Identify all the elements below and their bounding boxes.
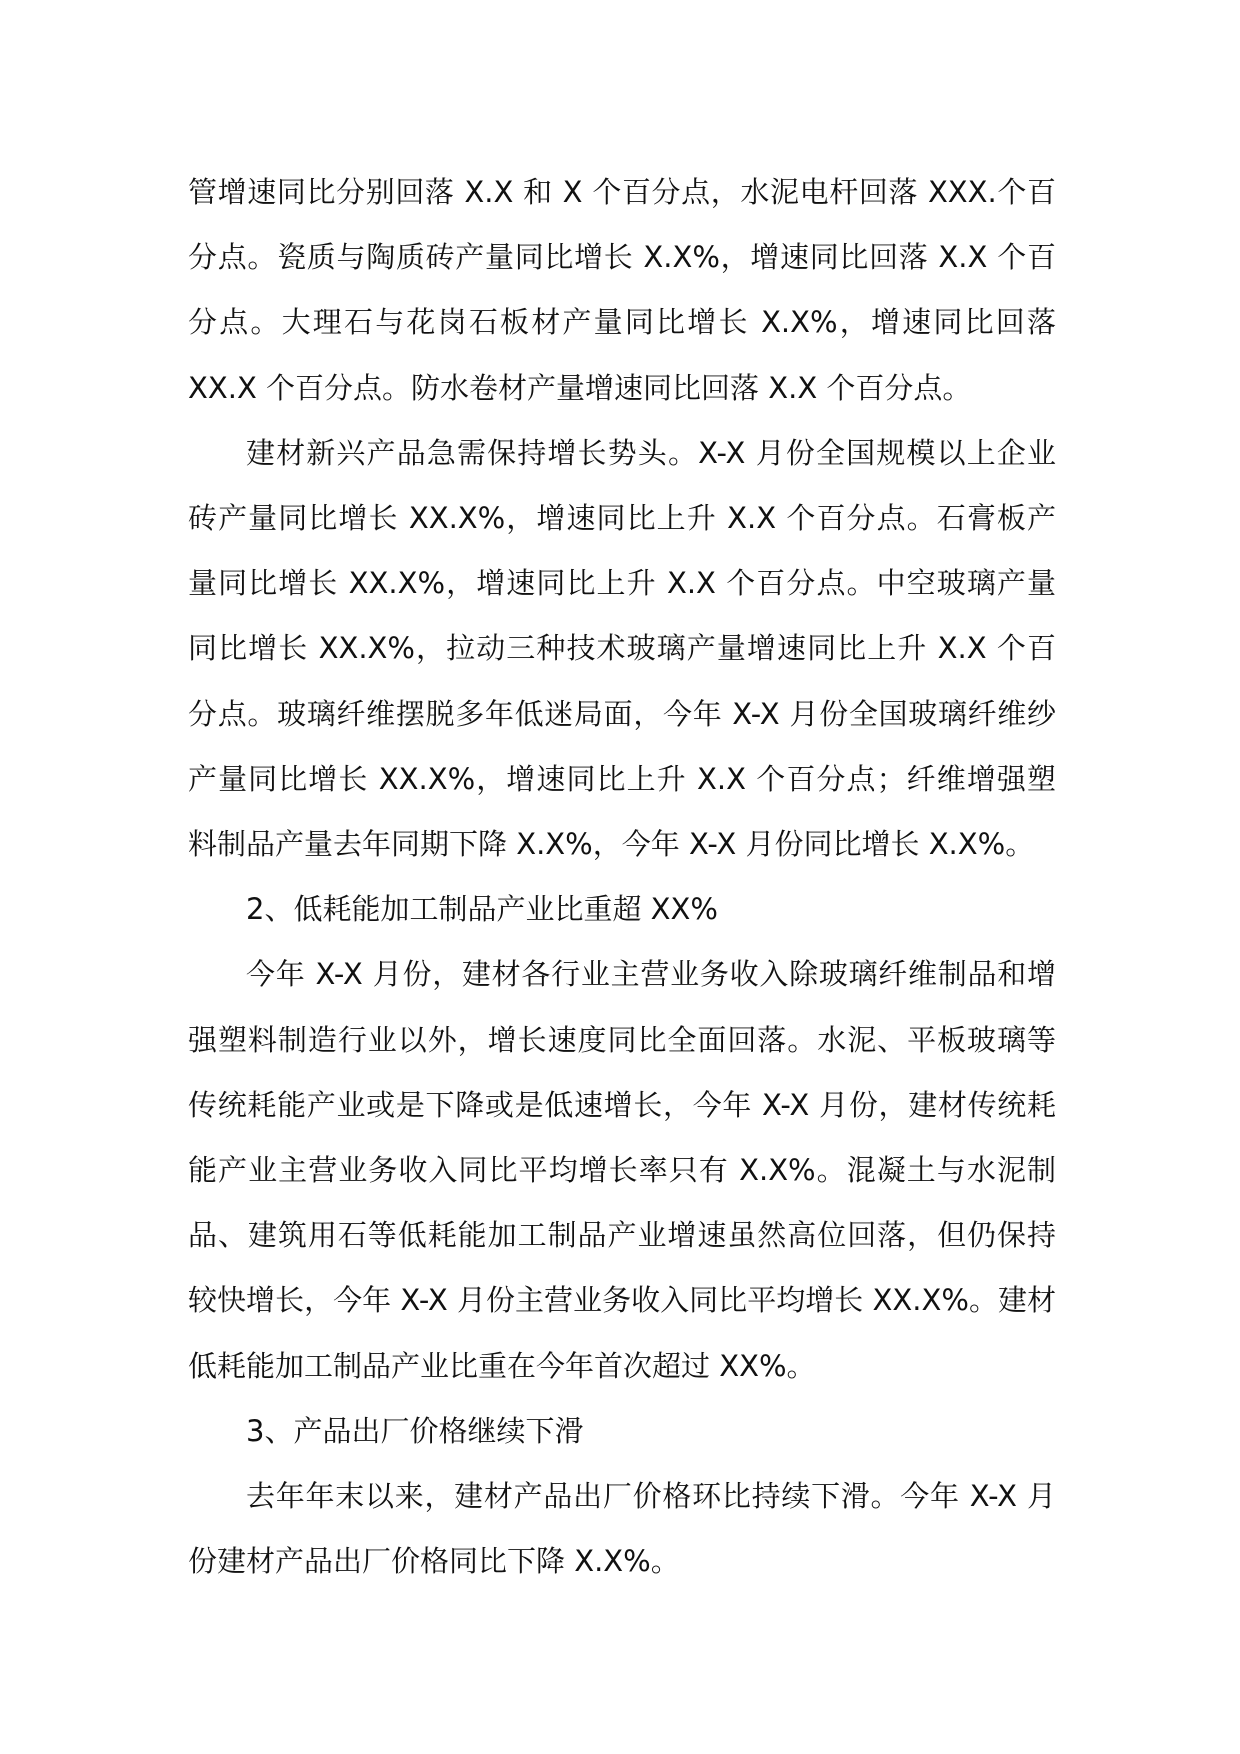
paragraph-business-revenue: 今年 X-X 月份，建材各行业主营业务收入除玻璃纤维制品和增强塑料制造行业以外，增长速度同比全面回落。水泥、平板玻璃等传统耗能产业或是下降或是低速增长，今年 X-X 月份，建材传统耗能产业主营业务收入同比平均增长率只有 X.X%。混凝土与水泥制品、建筑用石等低耗能加工制品产业增速虽然高位回落，但仍保持较快增长，今年 X-X 月份主营业务收入同比平均增长 XX.X%。建材低耗能加工制品产业比重在今年首次超过 XX%。 [188, 957, 1056, 1383]
section-heading-low-energy-share: 2、低耗能加工制品产业比重超 XX% [246, 892, 718, 927]
paragraph-emerging-products: 建材新兴产品急需保持增长势头。X-X 月份全国规模以上企业砖产量同比增长 XX.X%，增速同比上升 X.X 个百分点。石膏板产量同比增长 XX.X%，增速同比上升 X.X 个百分点。中空玻璃产量同比增长 XX.X%，拉动三种技术玻璃产量增速同比上升 X.X 个百分点。玻璃纤维摆脱多年低迷局面，今年 X-X 月份全国玻璃纤维纱产量同比增长 XX.X%，增速同比上升 X.X 个百分点；纤维增强塑料制品产量去年同期下降 X.X%，今年 X-X 月份同比增长 X.X%。 [188, 435, 1056, 862]
paragraph-continued-production-growth: 管增速同比分别回落 X.X 和 X 个百分点，水泥电杆回落 XXX.个百分点。瓷质与陶质砖产量同比增长 X.X%，增速同比回落 X.X 个百分点。大理石与花岗石板材产量同比增长 X.X%，增速同比回落 XX.X 个百分点。防水卷材产量增速同比回落 X.X 个百分点。 [188, 175, 1056, 405]
section-heading-factory-prices: 3、产品出厂价格继续下滑 [246, 1413, 584, 1448]
document-body [188, 160, 1056, 1594]
paragraph-price-decline: 去年年末以来，建材产品出厂价格环比持续下滑。今年 X-X 月份建材产品出厂价格同比下降 X.X%。 [188, 1479, 1056, 1579]
